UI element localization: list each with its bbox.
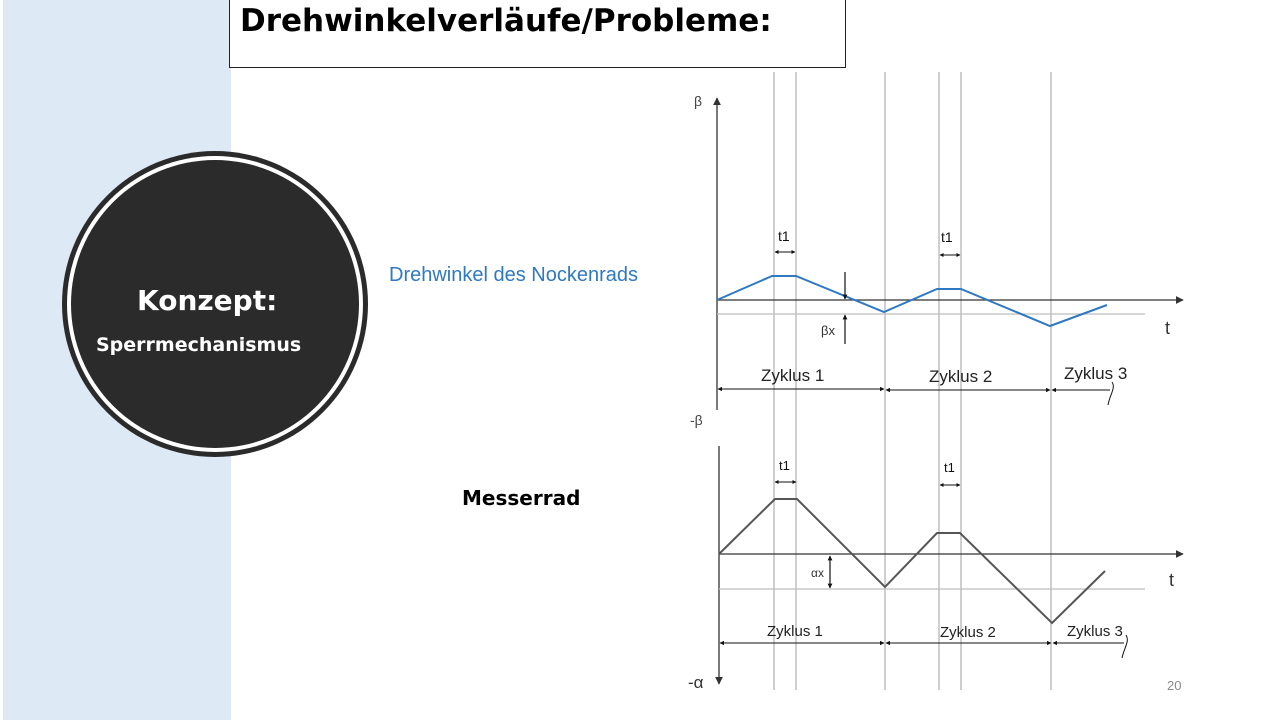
messerrad-label: Messerrad: [462, 486, 581, 510]
bottom-y-neg-label: -α: [688, 673, 704, 692]
bottom-cycle-1-label: Zyklus 1: [767, 623, 823, 640]
top-x-axis-label: t: [1165, 318, 1171, 338]
top-y-pos-label: β: [694, 93, 703, 109]
concept-title: Konzept:: [137, 284, 278, 317]
page-number: 20: [1167, 678, 1182, 693]
bottom-t1-label-1: t1: [779, 458, 790, 473]
top-cycle-3-break: [1108, 382, 1113, 405]
top-offset-label: βx: [821, 323, 835, 338]
nockenrad-label: Drehwinkel des Nockenrads: [389, 264, 639, 286]
bottom-t1-label-2: t1: [944, 460, 955, 475]
top-cycle-3-label: Zyklus 3: [1064, 364, 1128, 383]
messerrad-curve: [719, 499, 1105, 623]
bottom-x-axis-label: t: [1169, 570, 1175, 590]
bottom-cycle-3-label: Zyklus 3: [1067, 623, 1123, 640]
top-t1-label-1: t1: [778, 228, 790, 244]
top-plot: [690, 93, 1183, 428]
top-cycle-2-label: Zyklus 2: [929, 367, 993, 386]
bottom-offset-label: αx: [811, 566, 824, 580]
nockenrad-curve: [717, 276, 1107, 326]
page-title: Drehwinkelverläufe/Probleme:: [240, 3, 772, 39]
bottom-cycle-2-label: Zyklus 2: [940, 624, 996, 641]
concept-subtitle: Sperrmechanismus: [96, 334, 302, 356]
top-cycle-1-label: Zyklus 1: [761, 366, 825, 385]
top-y-neg-label: -β: [690, 412, 703, 428]
bottom-plot: [688, 446, 1183, 692]
top-t1-label-2: t1: [941, 229, 953, 245]
